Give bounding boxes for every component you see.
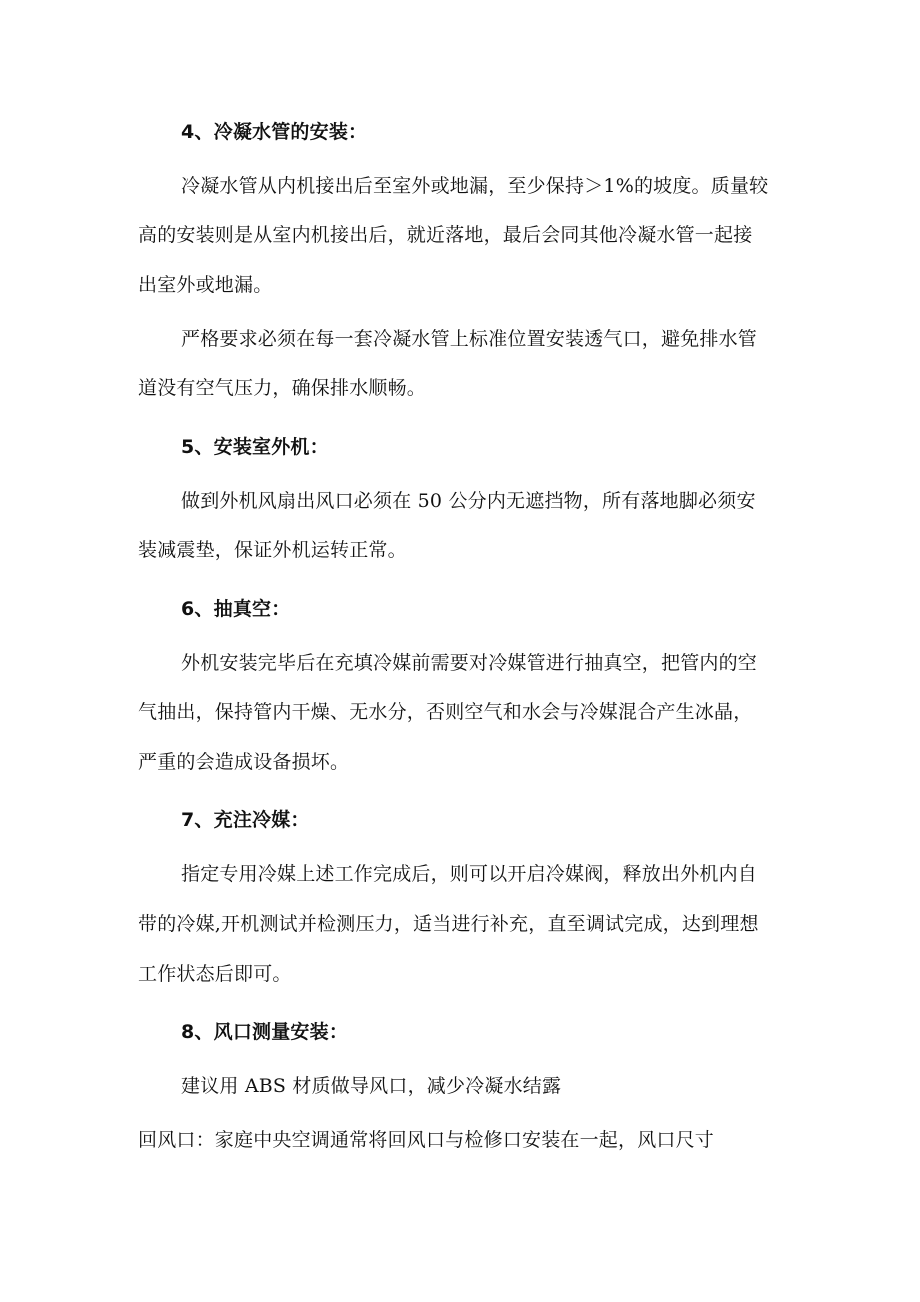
paragraph-line: 严重的会造成设备损坏。	[138, 751, 350, 773]
paragraph-line: 做到外机风扇出风口必须在 50 公分内无遮挡物，所有落地脚必须安	[181, 490, 756, 512]
paragraph-line: 建议用 ABS 材质做导风口，减少冷凝水结露	[181, 1075, 562, 1097]
paragraph-line: 出室外或地漏。	[138, 274, 273, 296]
paragraph-line: 外机安装完毕后在充填冷媒前需要对冷媒管进行抽真空，把管内的空	[181, 652, 758, 674]
paragraph-line: 高的安装则是从室内机接出后，就近落地，最后会同其他冷凝水管一起接	[138, 224, 753, 246]
paragraph-line: 带的冷媒,开机测试并检测压力，适当进行补充，直至调试完成，达到理想	[138, 913, 759, 935]
paragraph-line: 道没有空气压力，确保排水顺畅。	[138, 377, 427, 399]
paragraph-line-return-vent: 回风口：家庭中央空调通常将回风口与检修口安装在一起，风口尺寸	[138, 1129, 715, 1151]
paragraph-line: 工作状态后即可。	[138, 963, 292, 985]
paragraph-line: 气抽出，保持管内干燥、无水分，否则空气和水会与冷媒混合产生冰晶，	[138, 701, 753, 723]
paragraph-line: 装减震垫，保证外机运转正常。	[138, 539, 407, 561]
paragraph-line: 冷凝水管从内机接出后至室外或地漏，至少保持＞1%的坡度。质量较	[181, 175, 769, 197]
paragraph-line: 指定专用冷媒上述工作完成后，则可以开启冷媒阀，释放出外机内自	[181, 863, 758, 885]
section-heading-5: 5、安装室外机：	[181, 436, 329, 458]
section-heading-8: 8、风口测量安装：	[181, 1021, 349, 1043]
paragraph-line: 严格要求必须在每一套冷凝水管上标准位置安装透气口，避免排水管	[181, 328, 758, 350]
section-heading-4: 4、冷凝水管的安装：	[181, 121, 368, 143]
section-heading-7: 7、充注冷媒：	[181, 809, 310, 831]
section-heading-6: 6、抽真空：	[181, 598, 291, 620]
